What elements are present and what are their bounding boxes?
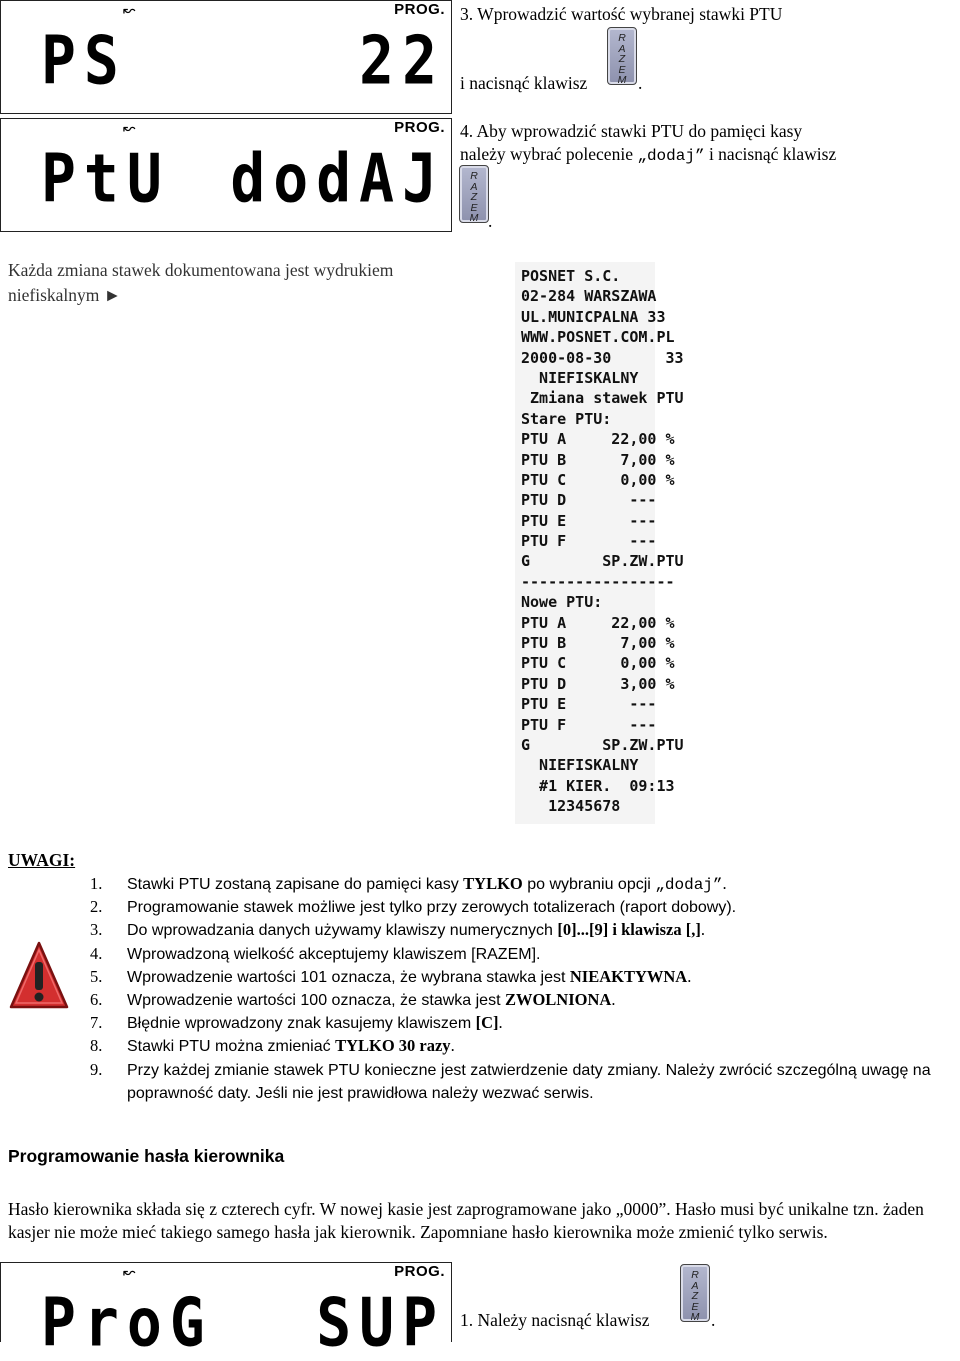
receipt-line: Stare PTU: (521, 409, 612, 428)
list-item: 8. Stawki PTU można zmieniać TYLKO 30 razy. (90, 1036, 455, 1056)
receipt-line: Zmiana stawek PTU (521, 389, 684, 408)
step-4-line1: 4. Aby wprowadzić stawki PTU do pamięci kasy (460, 121, 803, 141)
prog-indicator: PROG. (394, 1, 445, 18)
prog-indicator: PROG. (394, 119, 445, 136)
lcd-left-text: PS (41, 21, 127, 100)
list-item: 5. Wprowadzenie wartości 101 oznacza, że wybrana stawka jest NIEAKTYWNA. (90, 966, 692, 986)
lcd-right-text: SUP (316, 1283, 445, 1361)
lcd-left-text: ProG (41, 1283, 213, 1361)
step-4-line2: należy wybrać polecenie „dodaj” i nacisnąć klawisz (460, 144, 837, 165)
lcd-display-prog-sup (0, 1262, 452, 1361)
receipt-line: PTU B 7,00 % (521, 450, 675, 469)
receipt-line: PTU C 0,00 % (521, 654, 675, 673)
receipt-line: ----------------- (521, 572, 675, 591)
step-3-line2: i nacisnąć klawisz (460, 73, 588, 93)
receipt-line: NIEFISKALNY (521, 368, 639, 387)
receipt-line: PTU D 3,00 % (521, 674, 675, 693)
dodaj-command: „dodaj” (637, 147, 705, 165)
razem-key-icon: R A Z E M (607, 27, 637, 85)
receipt-line: WWW.POSNET.COM.PL (521, 328, 675, 347)
receipt-line: PTU E --- (521, 695, 657, 714)
receipt-line: 02-284 WARSZAWA (521, 287, 657, 306)
lcd-left-text: PtU (41, 139, 170, 218)
list-item: 3. Do wprowadzania danych używamy klawiszy numerycznych [0]...[9] i klawisza [,]. (90, 920, 705, 940)
receipt-line: PTU D --- (521, 491, 657, 510)
receipt-line: PTU C 0,00 % (521, 470, 675, 489)
receipt-line: PTU A 22,00 % (521, 430, 675, 449)
lcd-display-ptu-dodaj (0, 118, 452, 232)
step-1-end: . (711, 1310, 716, 1330)
step-4-end: . (488, 211, 493, 231)
list-item: 9. Przy każdej zmianie stawek PTU konieczne jest zatwierdzenie daty zmiany. Należy zwrócić szczególną uwagę na poprawność daty. Jeśli nie jest prawidłowa należy wezwać serwis. (90, 1059, 931, 1102)
plug-icon: ↜ (123, 1263, 136, 1281)
receipt-line: NIEFISKALNY (521, 756, 639, 775)
lcd-display-ps22 (0, 0, 452, 114)
razem-key-icon: R A Z E M (459, 165, 489, 223)
lcd-right-text: 22 (359, 21, 445, 100)
list-item: 2. Programowanie stawek możliwe jest tylko przy zerowych totalizerach (raport dobowy). (90, 897, 737, 917)
step-3-line1: 3. Wprowadzić wartość wybranej stawki PTU (460, 4, 783, 24)
receipt-line: Nowe PTU: (521, 593, 603, 612)
plug-icon: ↜ (123, 1, 136, 19)
receipt-line: 2000-08-30 33 (521, 348, 684, 367)
receipt-line: PTU A 22,00 % (521, 613, 675, 632)
receipt-printout (515, 262, 684, 824)
receipt-line: PTU B 7,00 % (521, 634, 675, 653)
receipt-line: #1 KIER. 09:13 (521, 776, 675, 795)
section-paragraph: Hasło kierownika składa się z czterech cyfr. W nowej kasie jest zaprogramowane jako „0000”. Hasło musi być unikalne tzn. żaden kasjer nie może mieć takiego samego hasła jak kierownik. Zapomniane hasło kierownika może zmienić tylko serwis. (8, 1199, 924, 1242)
receipt-line: POSNET S.C. (521, 267, 621, 285)
receipt-line: PTU F --- (521, 532, 657, 551)
list-item: 1. Stawki PTU zostaną zapisane do pamięci kasy TYLKO po wybraniu opcji „dodaj”. (90, 874, 727, 894)
step-1-text: 1. Należy nacisnąć klawisz (460, 1310, 650, 1330)
receipt-line: G SP.ZW.PTU (521, 735, 684, 754)
razem-key-icon: R A Z E M (680, 1264, 710, 1322)
list-item: 6. Wprowadzenie wartości 100 oznacza, że stawka jest ZWOLNIONA. (90, 990, 616, 1010)
receipt-line: UL.MUNICPALNA 33 (521, 307, 666, 326)
step-3-end: . (638, 73, 643, 93)
receipt-line: 12345678 (521, 797, 621, 816)
list-item: 7. Błędnie wprowadzony znak kasujemy klawiszem [C]. (90, 1013, 503, 1033)
section-title: Programowanie hasła kierownika (8, 1146, 285, 1166)
warning-icon (8, 940, 70, 1010)
receipt-line: G SP.ZW.PTU (521, 552, 684, 571)
list-item: 4. Wprowadzoną wielkość akceptujemy klawiszem [RAZEM]. (90, 943, 541, 963)
plug-icon: ↜ (123, 119, 136, 137)
notes-title: UWAGI: (8, 850, 76, 870)
intro-text: Każda zmiana stawek dokumentowana jest wydrukiem niefiskalnym ► (8, 260, 394, 305)
lcd-right-text: dodAJ (230, 139, 445, 218)
receipt-line: PTU F --- (521, 715, 657, 734)
notes-list (90, 873, 960, 1105)
prog-indicator: PROG. (394, 1263, 445, 1280)
receipt-line: PTU E --- (521, 511, 657, 530)
